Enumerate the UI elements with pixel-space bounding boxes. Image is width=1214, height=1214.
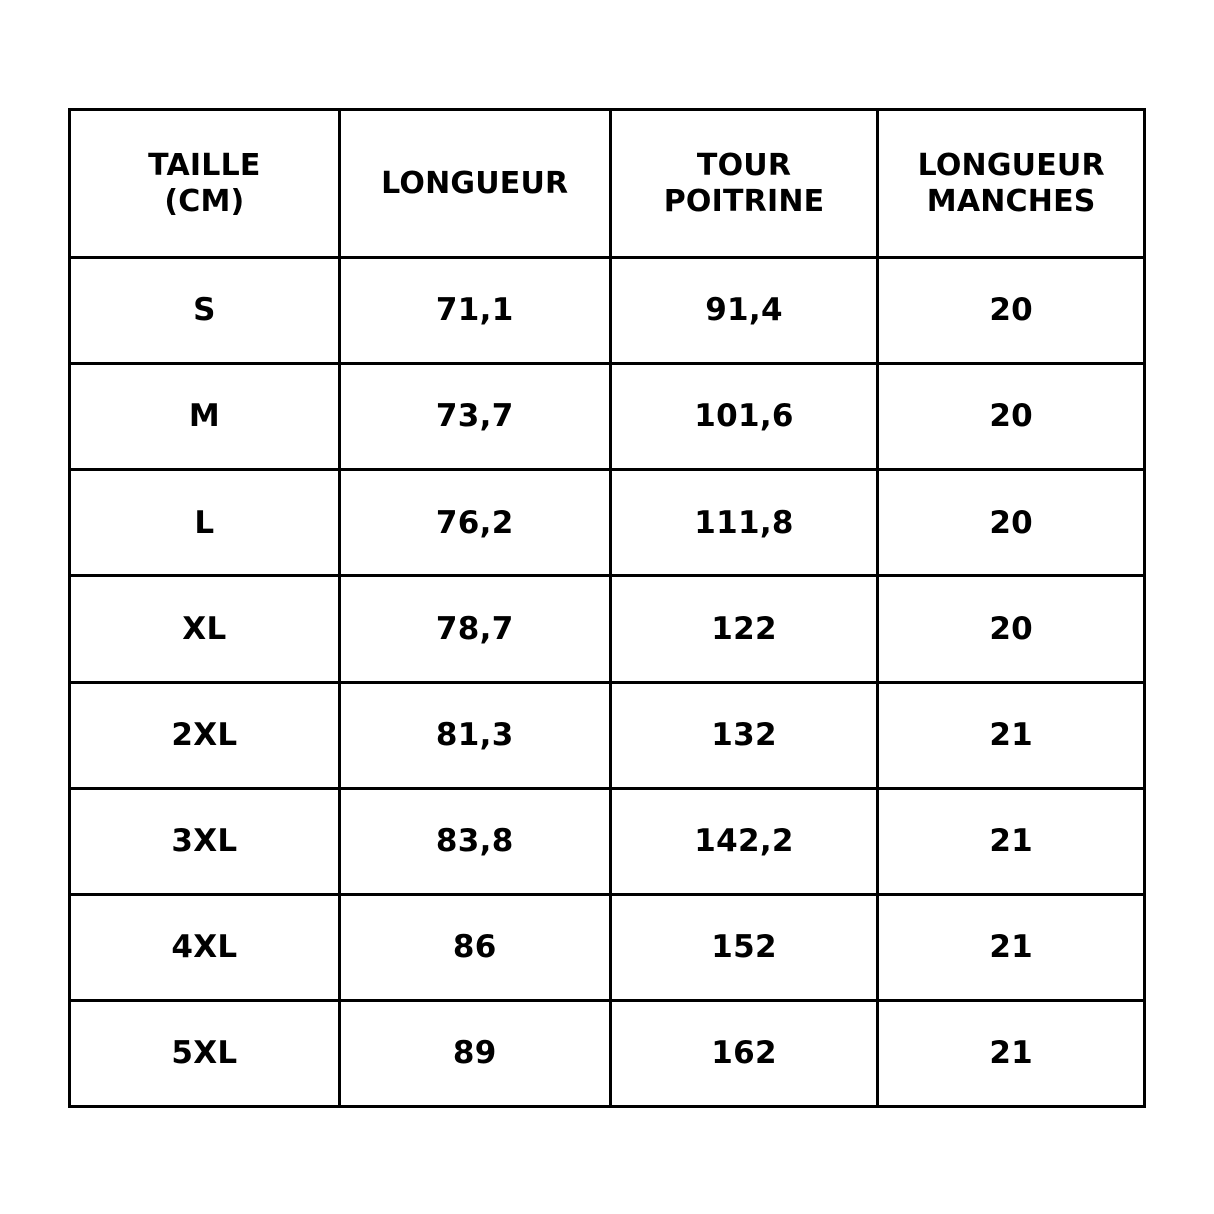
cell-tour-poitrine: 162 xyxy=(610,1000,878,1106)
cell-taille: L xyxy=(70,470,340,576)
column-header-taille-line-2: (CM) xyxy=(164,183,245,219)
cell-taille: 5XL xyxy=(70,1000,340,1106)
column-header-longueur xyxy=(339,110,610,258)
cell-longueur: 78,7 xyxy=(339,576,610,682)
table-row xyxy=(70,258,1145,364)
cell-longueur: 83,8 xyxy=(339,788,610,894)
table-row xyxy=(70,470,1145,576)
table-row xyxy=(70,364,1145,470)
cell-longueur: 71,1 xyxy=(339,258,610,364)
cell-tour-poitrine: 152 xyxy=(610,894,878,1000)
table-header xyxy=(70,110,1145,258)
table-row xyxy=(70,682,1145,788)
cell-longueur: 81,3 xyxy=(339,682,610,788)
cell-longueur: 76,2 xyxy=(339,470,610,576)
cell-longueur-manches: 21 xyxy=(878,1000,1145,1106)
cell-tour-poitrine: 142,2 xyxy=(610,788,878,894)
column-header-longueur-line-1: LONGUEUR xyxy=(381,165,569,201)
table-row xyxy=(70,576,1145,682)
cell-tour-poitrine: 111,8 xyxy=(610,470,878,576)
size-chart-table xyxy=(68,108,1146,1108)
cell-longueur-manches: 20 xyxy=(878,470,1145,576)
size-chart-table-container xyxy=(68,108,1146,1108)
cell-longueur: 73,7 xyxy=(339,364,610,470)
column-header-tour-poitrine-line-1: TOUR xyxy=(696,148,792,184)
cell-taille: S xyxy=(70,258,340,364)
column-header-longueur-manches xyxy=(878,110,1145,258)
cell-tour-poitrine: 91,4 xyxy=(610,258,878,364)
cell-longueur-manches: 20 xyxy=(878,576,1145,682)
column-header-longueur-manches-line-2: MANCHES xyxy=(926,183,1096,219)
cell-longueur-manches: 21 xyxy=(878,894,1145,1000)
column-header-longueur-manches-line-1: LONGUEUR xyxy=(917,148,1105,184)
cell-taille: XL xyxy=(70,576,340,682)
table-header-row xyxy=(70,110,1145,258)
cell-tour-poitrine: 122 xyxy=(610,576,878,682)
cell-taille: 4XL xyxy=(70,894,340,1000)
column-header-tour-poitrine-line-2: POITRINE xyxy=(663,183,825,219)
cell-taille: 3XL xyxy=(70,788,340,894)
cell-tour-poitrine: 132 xyxy=(610,682,878,788)
table-row xyxy=(70,788,1145,894)
column-header-taille xyxy=(70,110,340,258)
cell-longueur: 89 xyxy=(339,1000,610,1106)
cell-longueur-manches: 20 xyxy=(878,258,1145,364)
table-row xyxy=(70,1000,1145,1106)
cell-taille: 2XL xyxy=(70,682,340,788)
column-header-taille-line-1: TAILLE xyxy=(148,148,261,184)
cell-longueur-manches: 20 xyxy=(878,364,1145,470)
column-header-tour-poitrine xyxy=(610,110,878,258)
table-body xyxy=(70,258,1145,1107)
cell-longueur-manches: 21 xyxy=(878,788,1145,894)
cell-tour-poitrine: 101,6 xyxy=(610,364,878,470)
cell-longueur-manches: 21 xyxy=(878,682,1145,788)
cell-taille: M xyxy=(70,364,340,470)
table-row xyxy=(70,894,1145,1000)
cell-longueur: 86 xyxy=(339,894,610,1000)
